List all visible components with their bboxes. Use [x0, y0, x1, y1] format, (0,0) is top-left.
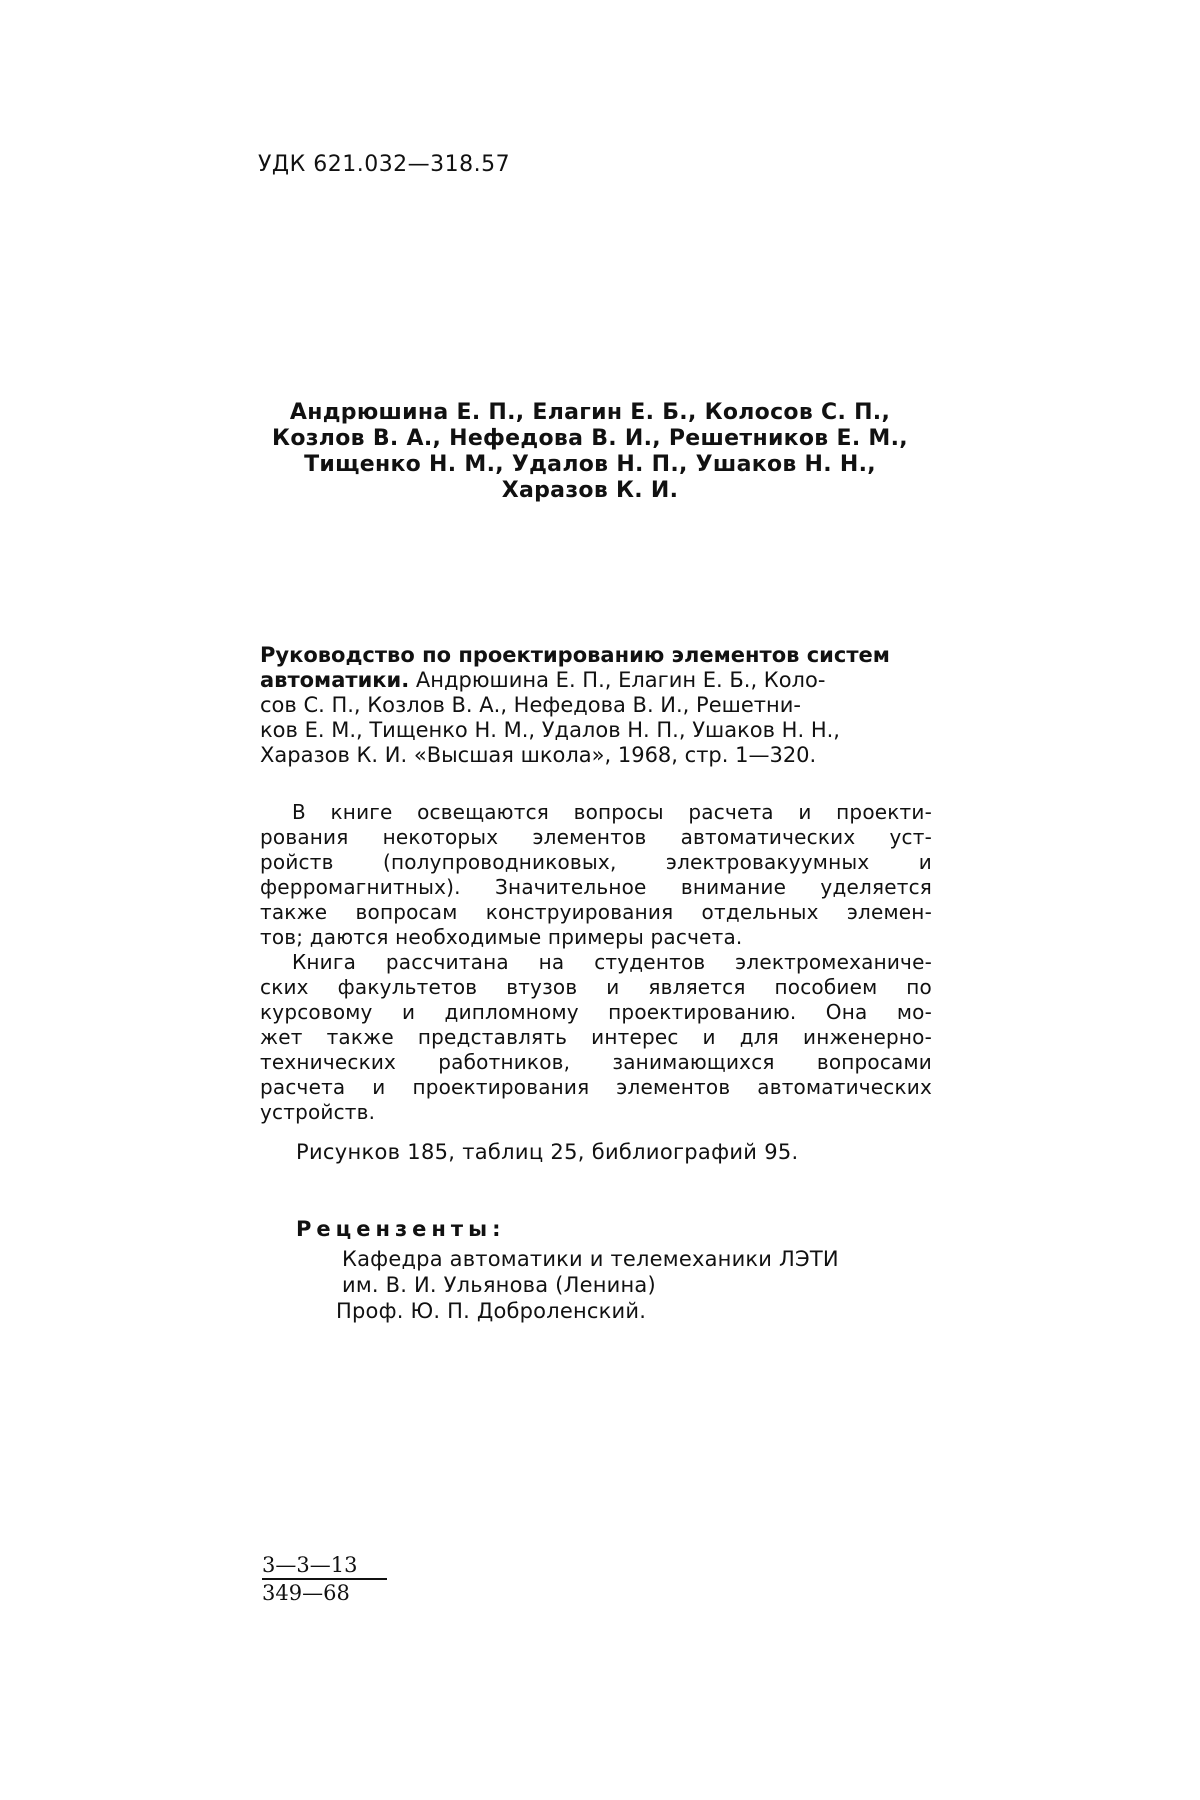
annotation-line: ферромагнитных). Значительное внимание уделяется [260, 875, 932, 899]
book-title-line: Руководство по проектированию элементов систем [260, 643, 890, 667]
annotation-line: рования некоторых элементов автоматических уст- [260, 825, 932, 849]
annotation-line: ских факультетов втузов и является пособием по [260, 975, 932, 999]
code-denominator: 349—68 [262, 1581, 350, 1605]
publication-code [262, 1552, 387, 1606]
annotation-line: жет также представлять интерес и для инженерно- [260, 1025, 932, 1049]
biblio-line: сов С. П., Козлов В. А., Нефедова В. И., Решетни- [260, 693, 801, 717]
annotation-line: также вопросам конструирования отдельных элемен- [260, 900, 932, 924]
bibliographic-description [260, 643, 930, 768]
biblio-authors-start: Андрюшина Е. П., Елагин Е. Б., Коло- [409, 668, 826, 692]
reviewer-line: Проф. Ю. П. Доброленский. [336, 1299, 647, 1323]
book-title-end: автоматики. [260, 668, 410, 692]
reviewers-list [336, 1246, 839, 1324]
annotation-line: тов; даются необходимые примеры расчета. [260, 925, 743, 949]
book-statistics: Рисунков 185, таблиц 25, библиографий 95. [296, 1140, 799, 1164]
authors-line: Харазов К. И. [501, 478, 679, 503]
biblio-line: ков Е. М., Тищенко Н. М., Удалов Н. П., Ушаков Н. Н., [260, 718, 840, 742]
authors-line: Тищенко Н. М., Удалов Н. П., Ушаков Н. Н., [304, 452, 876, 477]
biblio-line [260, 668, 930, 693]
annotation-line: курсовому и дипломному проектированию. Она мо- [260, 1000, 932, 1024]
reviewer-line: Кафедра автоматики и телемеханики ЛЭТИ [342, 1247, 839, 1271]
annotation-line: технических работников, занимающихся вопросами [260, 1050, 932, 1074]
annotation-line: В книге освещаются вопросы расчета и проекти- [292, 800, 932, 824]
biblio-line: Харазов К. И. «Высшая школа», 1968, стр. 1—320. [260, 743, 817, 767]
code-numerator: 3—3—13 [262, 1552, 387, 1580]
annotation-line: ройств (полупроводниковых, электровакуумных и [260, 850, 932, 874]
annotation-text [260, 800, 932, 1125]
udk-code: УДК 621.032—318.57 [258, 152, 511, 177]
authors-line: Андрюшина Е. П., Елагин Е. Б., Колосов С. П., [289, 400, 891, 425]
annotation-line: Книга рассчитана на студентов электромеханиче- [292, 950, 932, 974]
annotation-line: расчета и проектирования элементов автоматических [260, 1075, 932, 1099]
annotation-line: устройств. [260, 1100, 376, 1124]
authors-block [220, 400, 960, 504]
reviewer-line: им. В. И. Ульянова (Ленина) [342, 1273, 656, 1297]
authors-line: Козлов В. А., Нефедова В. И., Решетников Е. М., [272, 426, 908, 451]
reviewers-heading: Рецензенты: [296, 1217, 506, 1241]
